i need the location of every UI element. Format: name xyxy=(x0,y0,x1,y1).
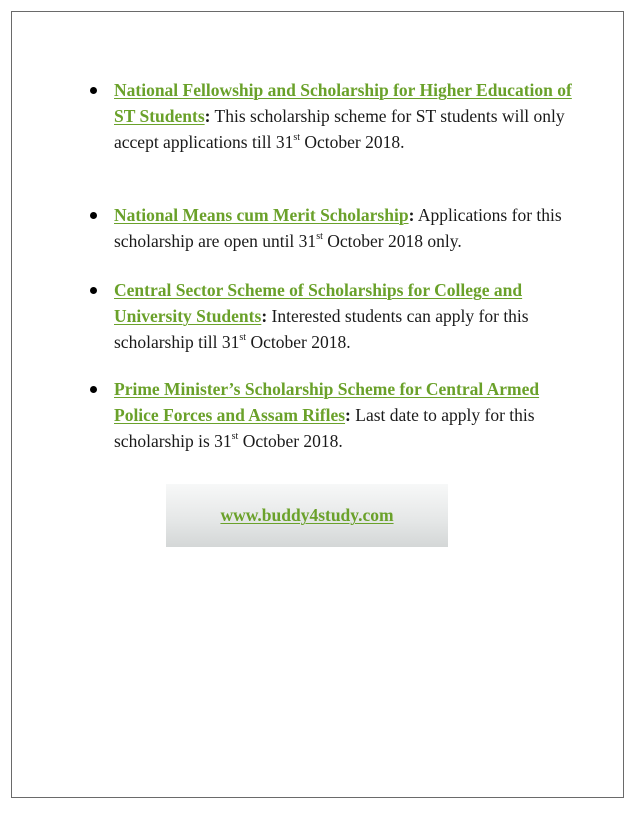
item-description-end: October 2018. xyxy=(300,132,405,152)
list-item-text xyxy=(114,277,576,355)
item-description-end: October 2018 only. xyxy=(322,231,462,251)
scholarship-link[interactable]: National Means cum Merit Scholarship xyxy=(114,205,409,225)
list-item-text xyxy=(114,77,576,155)
ordinal-suffix: st xyxy=(316,231,323,243)
ordinal-suffix: st xyxy=(231,431,239,443)
website-banner xyxy=(166,484,448,547)
bullet-icon xyxy=(90,287,97,294)
item-description-end: October 2018. xyxy=(238,431,343,451)
item-description: Applications for this scholarship are open until 31 xyxy=(114,205,562,251)
colon: : xyxy=(408,205,415,225)
colon: : xyxy=(204,106,211,126)
scholarship-link[interactable]: Central Sector Scheme of Scholarships for College and University Students xyxy=(114,280,523,326)
item-description: Interested students can apply for this scholarship till 31 xyxy=(114,306,529,352)
bullet-icon xyxy=(90,386,97,393)
website-link[interactable]: www.buddy4study.com xyxy=(220,505,394,525)
item-description: This scholarship scheme for ST students will only accept applications till 31 xyxy=(114,106,565,152)
scholarship-link[interactable]: Prime Minister’s Scholarship Scheme for Central Armed Police Forces and Assam Rifles xyxy=(114,379,540,425)
item-description: Last date to apply for this scholarship is 31 xyxy=(114,405,535,451)
ordinal-suffix: st xyxy=(293,132,300,144)
item-description-end: October 2018. xyxy=(246,332,351,352)
scholarship-link[interactable]: National Fellowship and Scholarship for Higher Education of ST Students xyxy=(114,80,572,126)
colon: : xyxy=(261,306,268,326)
list-item-text xyxy=(114,202,576,254)
list-item-text xyxy=(114,376,576,454)
colon: : xyxy=(345,405,351,425)
bullet-icon xyxy=(90,212,97,219)
bullet-icon xyxy=(90,87,97,94)
ordinal-suffix: st xyxy=(239,332,247,344)
